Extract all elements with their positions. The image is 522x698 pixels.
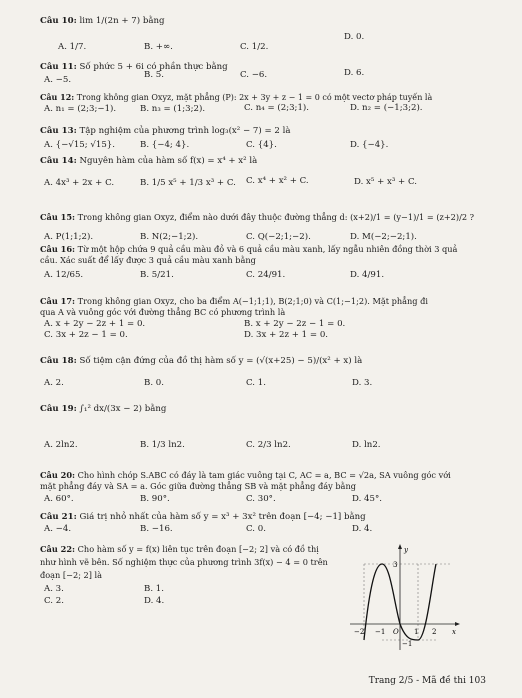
q19-opt-b: B. 1/3 ln2.: [140, 440, 185, 450]
q19-opt-a: A. 2ln2.: [44, 440, 78, 450]
q22-opt-d: D. 4.: [144, 596, 165, 606]
q14-opt-a: A. 4x³ + 2x + C.: [44, 178, 115, 188]
q12-opt-d: D. n₂ = (−1;3;2).: [350, 103, 423, 113]
question-12: Câu 12: Trong không gian Oxyz, mặt phẳng (P): 2x + 3y + z − 1 = 0 có một vectơ pháp tuyến là: [40, 92, 433, 102]
tick-x-1: 1: [414, 628, 419, 636]
q20-opt-d: D. 45°.: [352, 494, 383, 504]
q15-opt-c: C. Q(−2;1;−2).: [246, 232, 311, 242]
q21-opt-d: D. 4.: [352, 524, 373, 534]
q14-opt-d: D. x⁵ + x³ + C.: [354, 177, 417, 187]
q20-opt-b: B. 90°.: [140, 494, 170, 504]
q13-opt-b: B. {−4; 4}.: [140, 140, 190, 150]
q10-opt-c: C. 1/2.: [240, 42, 269, 52]
tick-x-2: 2: [432, 628, 437, 636]
q15-opt-b: B. N(2;−1;2).: [140, 232, 199, 242]
q18-opt-b: B. 0.: [144, 378, 164, 388]
question-18: Câu 18: Số tiệm cận đứng của đồ thị hàm số y = (√(x+25) − 5)/(x² + x) là: [40, 356, 363, 366]
q17-opt-d: D. 3x + 2z + 1 = 0.: [244, 330, 329, 340]
q11-opt-b: B. 5.: [144, 70, 164, 80]
q19-opt-d: D. ln2.: [352, 440, 381, 450]
q12-opt-b: B. n₃ = (1;3;2).: [140, 104, 206, 114]
q12-opt-c: C. n₄ = (2;3;1).: [244, 103, 310, 113]
tick-y-3: 3: [393, 561, 398, 569]
question-16: Câu 16: Từ một hộp chứa 9 quả cầu màu đỏ và 6 quả cầu màu xanh, lấy ngẫu nhiên đồng thời 3 quả: [40, 244, 458, 254]
q14-opt-b: B. 1/5 x⁵ + 1/3 x³ + C.: [140, 178, 236, 188]
q13-opt-a: A. {−√15; √15}.: [44, 140, 115, 150]
question-22: Câu 22: Cho hàm số y = f(x) liên tục trên đoạn [−2; 2] và có đồ thị: [40, 544, 319, 554]
q21-opt-a: A. −4.: [44, 524, 72, 534]
q18-opt-a: A. 2.: [44, 378, 64, 388]
q16-opt-b: B. 5/21.: [140, 270, 174, 280]
q13-opt-d: D. {−4}.: [350, 140, 389, 150]
q22-opt-a: A. 3.: [44, 584, 64, 594]
q11-opt-d: D. 6.: [344, 68, 365, 78]
tick-x-neg1: −1: [375, 628, 386, 636]
q16-opt-d: D. 4/91.: [350, 270, 385, 280]
q17-opt-a: A. x + 2y − 2z + 1 = 0.: [44, 319, 146, 329]
question-16-line2: cầu. Xác suất để lấy được 3 quả cầu màu xanh bằng: [40, 255, 256, 265]
q21-opt-b: B. −16.: [140, 524, 173, 534]
question-13: Câu 13: Tập nghiệm của phương trình log₃(x² − 7) = 2 là: [40, 126, 291, 136]
q22-opt-c: C. 2.: [44, 596, 64, 606]
q18-opt-c: C. 1.: [246, 378, 266, 388]
tick-x-neg2: −2: [354, 628, 365, 636]
q10-opt-b: B. +∞.: [144, 42, 173, 52]
q16-opt-c: C. 24/91.: [246, 270, 286, 280]
question-20: Câu 20: Cho hình chóp S.ABC có đáy là tam giác vuông tại C, AC = a, BC = √2a, SA vuông góc với: [40, 470, 451, 480]
q16-opt-a: A. 12/65.: [44, 270, 84, 280]
question-10: Câu 10: lim 1/(2n + 7) bằng: [40, 16, 165, 26]
origin-label: O: [393, 628, 399, 636]
question-21: Câu 21: Giá trị nhỏ nhất của hàm số y = x³ + 3x² trên đoạn [−4; −1] bằng: [40, 512, 366, 522]
question-17-line2: qua A và vuông góc với đường thẳng BC có phương trình là: [40, 307, 286, 317]
page-footer: Trang 2/5 - Mã đề thi 103: [368, 676, 486, 686]
q17-opt-c: C. 3x + 2z − 1 = 0.: [44, 330, 128, 340]
q11-opt-a: A. −5.: [44, 75, 72, 85]
q11-opt-c: C. −6.: [240, 70, 268, 80]
y-axis-label: y: [404, 546, 408, 554]
q20-opt-c: C. 30°.: [246, 494, 276, 504]
q17-opt-b: B. x + 2y − 2z − 1 = 0.: [244, 319, 346, 329]
question-15: Câu 15: Trong không gian Oxyz, điểm nào dưới đây thuộc đường thẳng d: (x+2)/1 = (y−1)/1 = (z+2)/2 ?: [40, 212, 475, 222]
q20-opt-a: A. 60°.: [44, 494, 74, 504]
q13-opt-c: C. {4}.: [246, 140, 277, 150]
x-axis-label: x: [452, 628, 456, 636]
question-20-line2: mặt phẳng đáy và SA = a. Góc giữa đường thẳng SB và mặt phẳng đáy bằng: [40, 481, 356, 491]
question-19: Câu 19: ∫₁² dx/(3x − 2) bằng: [40, 404, 167, 414]
q10-opt-d: D. 0.: [344, 32, 365, 42]
tick-y-neg1: −1: [402, 640, 413, 648]
question-17: Câu 17: Trong không gian Oxyz, cho ba điểm A(−1;1;1), B(2;1;0) và C(1;−1;2). Mặt phẳng đi: [40, 296, 428, 306]
q10-opt-a: A. 1/7.: [58, 42, 87, 52]
question-11: Câu 11: Số phức 5 + 6i có phần thực bằng: [40, 62, 228, 72]
q15-opt-d: D. M(−2;−2;1).: [350, 232, 417, 242]
q14-opt-c: C. x⁴ + x² + C.: [246, 176, 309, 186]
q15-opt-a: A. P(1;1;2).: [44, 232, 94, 242]
q12-opt-a: A. n₁ = (2;3;−1).: [44, 104, 117, 114]
q18-opt-d: D. 3.: [352, 378, 373, 388]
question-22-line3: đoạn [−2; 2] là: [40, 570, 103, 580]
q21-opt-c: C. 0.: [246, 524, 266, 534]
q19-opt-c: C. 2/3 ln2.: [246, 440, 291, 450]
q22-opt-b: B. 1.: [144, 584, 164, 594]
function-graph: [346, 542, 462, 650]
question-22-line2: như hình vẽ bên. Số nghiệm thực của phương trình 3f(x) − 4 = 0 trên: [40, 557, 328, 567]
question-14: Câu 14: Nguyên hàm của hàm số f(x) = x⁴ + x² là: [40, 156, 258, 166]
